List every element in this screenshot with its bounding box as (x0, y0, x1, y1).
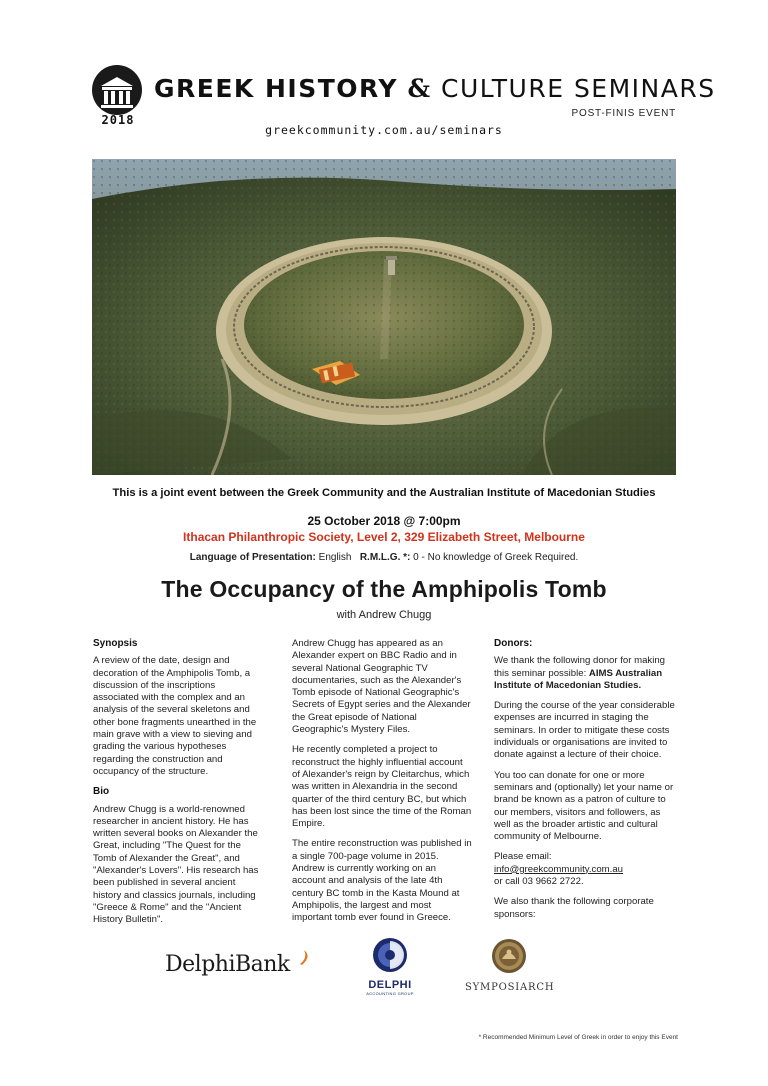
symposiarch-crest-icon (465, 937, 553, 975)
language-label: Language of Presentation: (189, 552, 316, 563)
delphi-accounting-subtitle: ACCOUNTING GROUP (366, 991, 414, 996)
bio-paragraph-3: The entire reconstruction was published in a single 700-page volume in 2015. Andrew is currently working on an account and analysis of the late 4th century BC tomb in the Kasta Mound at Amphipolis, the largest and most important tomb ever found in Greece. (292, 838, 472, 924)
amphipolis-aerial-image (92, 159, 676, 475)
symposiarch-logo (465, 937, 553, 993)
donate-text: You too can donate for one or more seminars and (optionally) let your name or brand be known as a patron of culture to our members, visitors and followers, as well as the broader artistic and cultural community of Melbourne. (494, 769, 674, 843)
website-link[interactable]: greekcommunity.com.au/seminars (265, 123, 503, 137)
donors-heading: Donors: (494, 638, 533, 649)
bio-heading: Bio (93, 786, 110, 798)
column-donors (494, 638, 676, 929)
donor-thanks (494, 655, 676, 692)
phone-text: or call 03 9662 2722. (494, 876, 584, 888)
column-synopsis-bio (93, 638, 263, 935)
delphi-accounting-wordmark: DELPHI (368, 979, 412, 991)
seminar-title: The Occupancy of the Amphipolis Tomb (161, 576, 607, 602)
bio-text: Andrew Chugg is a world-renowned researcher in ancient history. He has written several books on Alexander the Great, including "The Quest for the Tomb of Alexander the Great", and "Alexander's Lovers". His research has been published in several ancient history and classics journals, including "Greece & Rome" and the "Ancient History Bulletin". (93, 803, 259, 926)
contact-block (494, 851, 676, 888)
language-value: English (318, 552, 352, 563)
bio-paragraph-2: He recently completed a project to reconstruct the highly influential account of Alexander's reign by Cleitarchus, which was written in Alexandria in the second quarter of the third century BC, but which has been lost since the time of the Roman Empire. (292, 744, 472, 830)
delphi-accounting-logo (358, 935, 422, 996)
donor-name: AIMS Australian Institute of Macedonian Studies. (494, 667, 663, 691)
column-bio-continued (292, 638, 472, 933)
joint-event-note: This is a joint event between the Greek Community and the Australian Institute of Macedonian Studies (112, 487, 656, 499)
bio-paragraph-1: Andrew Chugg has appeared as an Alexander expert on BBC Radio and in several National Geographic TV documentaries, such as the Alexander's Tomb episode of National Geographic's Secrets of Egypt series and the Alexander the Great episode of National Geographic's Mystery Files. (292, 638, 471, 736)
synopsis-text: A review of the date, design and decoration of the Amphipolis Tomb, a discussion of the inscriptions associated with the complex and an analysis of the several skeletons and other bone fragments unearthed in the main grave with a view to sieving and grading the various hypotheses regarding the construction and occupancy of the structure. (93, 655, 257, 777)
synopsis-heading: Synopsis (93, 638, 138, 649)
brand-bold: GREEK HISTORY (154, 74, 399, 103)
donor-thanks-text: We thank the following donor for making this seminar possible: (494, 655, 666, 679)
event-venue: Ithacan Philanthropic Society, Level 2, 329 Elizabeth Street, Melbourne (183, 530, 585, 544)
email-link[interactable]: info@greekcommunity.com.au (494, 863, 623, 875)
seminar-brand-title (154, 74, 716, 103)
footnote: * Recommended Minimum Level of Greek in order to enjoy this Event (478, 1034, 678, 1041)
delphi-accounting-emblem-icon (358, 935, 422, 975)
sponsors-text: We also thank the following corporate sponsors: (494, 896, 654, 920)
brand-ampersand: & (407, 74, 432, 103)
delphibank-wordmark: DelphiBank (165, 952, 290, 977)
seminar-speaker: with Andrew Chugg (336, 609, 432, 621)
symposiarch-wordmark: SYMPOSIARCH (465, 982, 555, 993)
delphibank-swoosh-icon (298, 948, 312, 966)
logo-year: 2018 (101, 113, 135, 127)
email-label: Please email: (494, 851, 552, 863)
delphibank-logo (165, 952, 310, 982)
rmlg-label: R.M.L.G. *: (359, 552, 411, 563)
language-line (0, 552, 768, 563)
event-datetime: 25 October 2018 @ 7:00pm (307, 514, 461, 528)
rmlg-value: 0 - No knowledge of Greek Required. (413, 552, 579, 563)
greek-community-logo (89, 64, 145, 120)
brand-light: CULTURE SEMINARS (441, 74, 716, 103)
costs-text: During the course of the year considerable expenses are incurred in staging the seminars. In order to mitigate these costs individuals or organisations are invited to donate against a lecture of their choice. (494, 700, 675, 761)
event-type-label: POST-FINIS EVENT (571, 108, 676, 119)
